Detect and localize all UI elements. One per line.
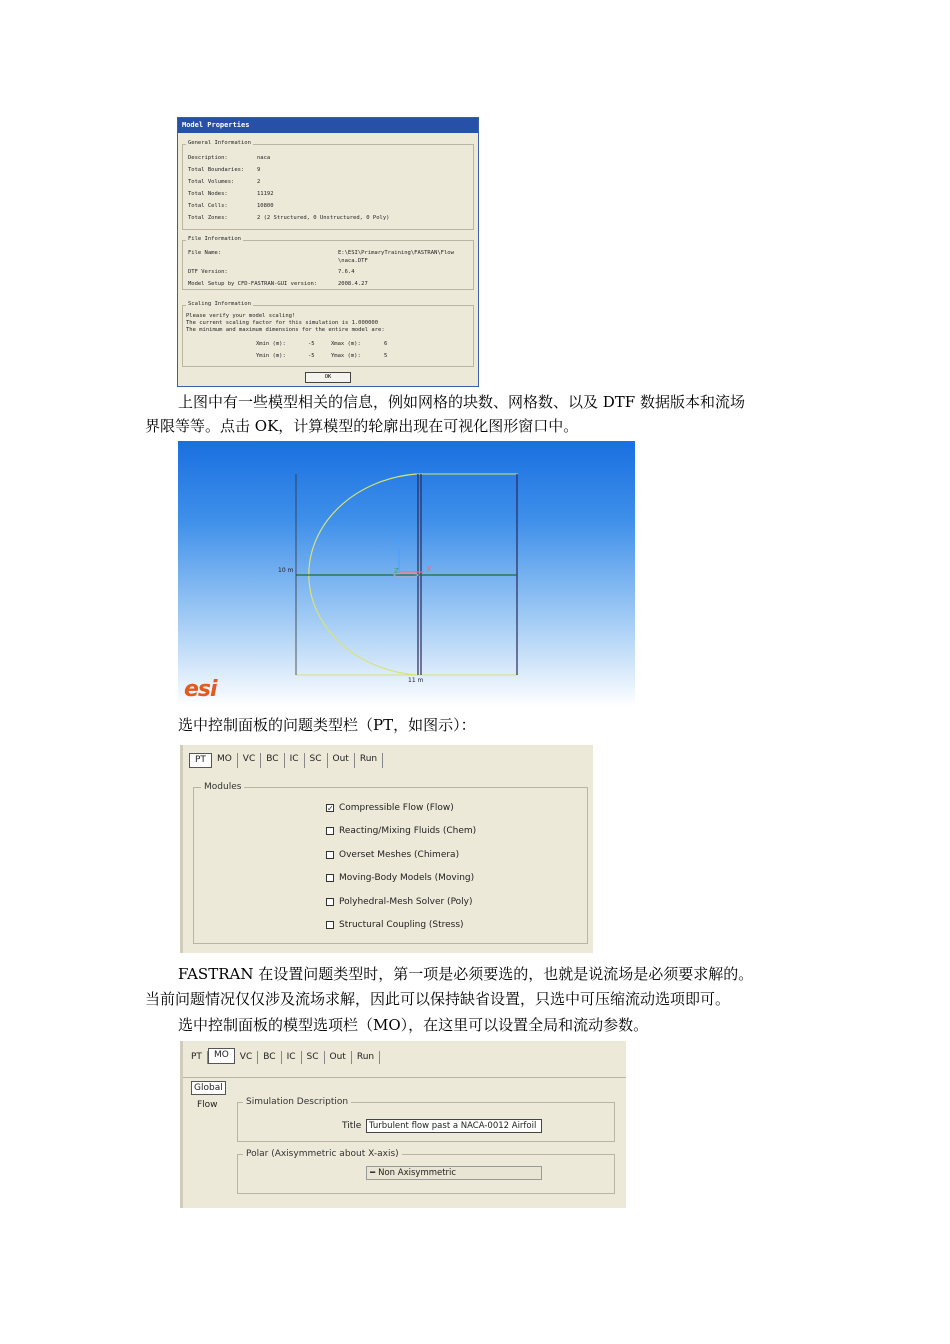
ymin-label: Ymin (m): [256, 353, 286, 359]
pt-tab-strip [189, 753, 383, 768]
tab-pt[interactable]: PT [189, 753, 212, 768]
model-outline-canvas [178, 441, 635, 707]
tab-run[interactable]: Run [352, 1051, 380, 1064]
ymax-value: 5 [384, 353, 388, 359]
polar-value: Non Axisymmetric [378, 1168, 457, 1178]
module-row-flow[interactable] [326, 803, 454, 813]
scaling-info-heading: Scaling Information [188, 301, 251, 307]
tab-ic[interactable]: IC [285, 753, 305, 768]
scaling-line1: Please verify your model scaling! [186, 313, 296, 319]
paragraph-1-line-1: 上图中有一些模型相关的信息，例如网格的块数、网格数、以及 DTF 数据版本和流场 [178, 393, 745, 411]
checkbox-icon[interactable] [326, 898, 334, 906]
module-row-chimera[interactable] [326, 850, 459, 860]
row-value: 2 (2 Structured, 0 Unstructured, 0 Poly) [257, 215, 390, 221]
file-name-line2: \naca.DTF [338, 258, 368, 264]
file-info-heading: File Information [188, 236, 241, 242]
option-menu-icon: ━ [370, 1168, 376, 1178]
polar-legend: Polar (Axisymmetric about X-axis) [243, 1149, 402, 1159]
xmax-label: Xmax (m): [331, 341, 361, 347]
axis-x-label: X [426, 565, 432, 574]
module-row-moving[interactable] [326, 873, 474, 883]
tab-divider [183, 1077, 626, 1078]
module-row-stress[interactable] [326, 920, 464, 930]
pt-panel [180, 745, 593, 953]
checkbox-icon[interactable] [326, 921, 334, 929]
module-label: Polyhedral-Mesh Solver (Poly) [339, 897, 473, 907]
general-info-heading: General Information [188, 140, 251, 146]
scaling-line3: The minimum and maximum dimensions for the entire model are: [186, 327, 385, 333]
tab-sc[interactable]: SC [305, 753, 328, 768]
simulation-description-legend: Simulation Description [243, 1097, 351, 1107]
paragraph-1-line-2: 界限等等。点击 OK，计算模型的轮廓出现在可视化图形窗口中。 [145, 417, 579, 435]
model-properties-dialog [177, 117, 479, 387]
dtf-version-value: 7.6.4 [338, 269, 355, 275]
module-label: Overset Meshes (Chimera) [339, 850, 460, 860]
paragraph-3-line-1: FASTRAN 在设置问题类型时，第一项是必须要选的，也就是说流场是必须要求解的。 [178, 965, 754, 983]
tab-mo[interactable]: MO [208, 1048, 235, 1064]
row-label: Total Cells: [188, 203, 228, 209]
row-value: 9 [257, 167, 261, 173]
xmin-label: Xmin (m): [256, 341, 286, 347]
ok-button[interactable]: OK [305, 372, 351, 383]
scaling-line2: The current scaling factor for this simulation is 1.000000 [186, 320, 379, 326]
title-label: Title [342, 1121, 362, 1131]
paragraph-3-line-3: 选中控制面板的模型选项栏（MO），在这里可以设置全局和流动参数。 [178, 1016, 649, 1034]
modules-legend: Modules [201, 782, 244, 792]
xmin-value: -5 [308, 341, 315, 347]
side-tab-global[interactable]: Global [191, 1081, 226, 1095]
checkbox-icon[interactable] [326, 851, 334, 859]
row-label: Total Zones: [188, 215, 228, 221]
module-label: Structural Coupling (Stress) [339, 920, 464, 930]
tab-bc[interactable]: BC [261, 753, 284, 768]
row-value: naca [257, 155, 271, 161]
tab-bc[interactable]: BC [258, 1051, 281, 1064]
file-name-line1: E:\ESI\PrimaryTraining\FASTRAN\Flow [338, 250, 454, 256]
paragraph-3-line-2: 当前问题情况仅仅涉及流场求解，因此可以保持缺省设置，只选中可压缩流动选项即可。 [145, 990, 731, 1008]
polar-option-button[interactable] [366, 1166, 542, 1180]
tab-run[interactable]: Run [355, 753, 383, 768]
row-value: 2 [257, 179, 261, 185]
row-label: Total Boundaries: [188, 167, 245, 173]
dimension-label-bottom: 11 m [408, 677, 424, 684]
row-value: 10800 [257, 203, 274, 209]
module-row-poly[interactable] [326, 897, 473, 907]
row-label: Total Volumes: [188, 179, 235, 185]
file-name-label: File Name: [188, 250, 222, 256]
side-tab-flow[interactable]: Flow [197, 1100, 218, 1110]
esi-logo: esi [184, 677, 217, 702]
tab-pt[interactable]: PT [186, 1051, 208, 1064]
tab-out[interactable]: Out [328, 753, 355, 768]
axis-z-label: Z [394, 567, 399, 575]
mo-panel [180, 1041, 626, 1208]
row-label: Description: [188, 155, 228, 161]
tab-ic[interactable]: IC [282, 1051, 302, 1064]
dtf-version-label: DTF Version: [188, 269, 228, 275]
setup-label: Model Setup by CFD-FASTRAN-GUI version: [188, 281, 318, 287]
module-label: Reacting/Mixing Fluids (Chem) [339, 826, 477, 836]
dimension-label-left: 10 m [278, 567, 294, 574]
module-row-chem[interactable] [326, 826, 476, 836]
paragraph-2: 选中控制面板的问题类型栏（PT，如图示）： [178, 716, 476, 734]
row-label: Total Nodes: [188, 191, 228, 197]
tab-vc[interactable]: VC [235, 1051, 258, 1064]
mo-tab-strip [186, 1051, 380, 1064]
module-label: Moving-Body Models (Moving) [339, 873, 475, 883]
dialog-title: Model Properties [178, 118, 478, 133]
tab-vc[interactable]: VC [238, 753, 261, 768]
axis-y-label: Y [396, 537, 401, 546]
row-value: 11192 [257, 191, 274, 197]
title-input[interactable]: Turbulent flow past a NACA-0012 Airfoil [366, 1119, 542, 1133]
ymin-value: -5 [308, 353, 315, 359]
tab-sc[interactable]: SC [302, 1051, 325, 1064]
visualization-window[interactable] [178, 441, 635, 707]
checkbox-icon[interactable] [326, 827, 334, 835]
xmax-value: 6 [384, 341, 388, 347]
setup-value: 2008.4.27 [338, 281, 368, 287]
checkbox-icon[interactable] [326, 874, 334, 882]
checkbox-checked-icon[interactable]: ✓ [327, 804, 334, 813]
module-label: Compressible Flow (Flow) [339, 803, 454, 813]
tab-out[interactable]: Out [325, 1051, 352, 1064]
ymax-label: Ymax (m): [331, 353, 361, 359]
tab-mo[interactable]: MO [212, 753, 238, 768]
